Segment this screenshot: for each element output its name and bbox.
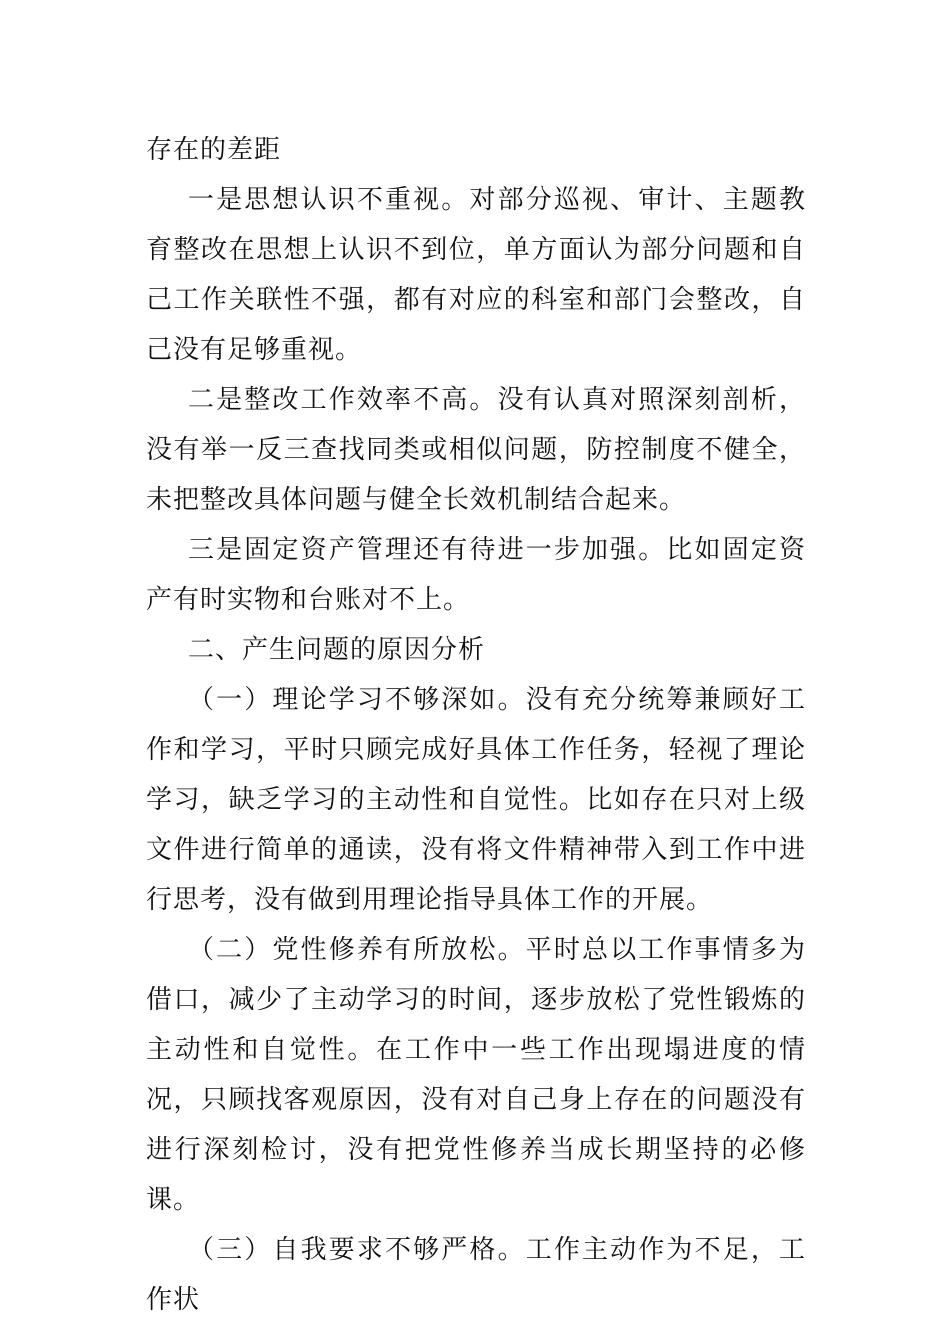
paragraph-cause-two: （二）党性修养有所放松。平时总以工作事情多为借口，减少了主动学习的时间，逐步放松了党性锻炼的主动性和自觉性。在工作中一些工作出现塌进度的情况，只顾找客观原因，没有对自己身上存在的问题没有进行深刻检讨，没有把党性修养当成长期坚持的必修课。 (146, 935, 806, 1215)
paragraph-point-two: 二是整改工作效率不高。没有认真对照深刻剖析，没有举一反三查找同类或相似问题，防控制度不健全，未把整改具体问题与健全长效机制结合起来。 (146, 385, 806, 515)
paragraph-gap-heading-tail: 存在的差距 (146, 135, 282, 165)
paragraph-cause-three: （三）自我要求不够严格。工作主动作为不足，工作状 (146, 1235, 806, 1315)
paragraph-point-three: 三是固定资产管理还有待进一步加强。比如固定资产有时实物和台账对不上。 (146, 535, 806, 615)
paragraph-cause-one: （一）理论学习不够深如。没有充分统筹兼顾好工作和学习，平时只顾完成好具体工作任务，轻视了理论学习，缺乏学习的主动性和自觉性。比如存在只对上级文件进行简单的通读，没有将文件精神带入到工作中进行思考，没有做到用理论指导具体工作的开展。 (146, 685, 806, 915)
paragraph-point-one: 一是思想认识不重视。对部分巡视、审计、主题教育整改在思想上认识不到位，单方面认为部分问题和自己工作关联性不强，都有对应的科室和部门会整改，自己没有足够重视。 (146, 185, 806, 365)
section-heading-cause-analysis: 二、产生问题的原因分析 (188, 635, 486, 665)
document-body (146, 125, 806, 1325)
